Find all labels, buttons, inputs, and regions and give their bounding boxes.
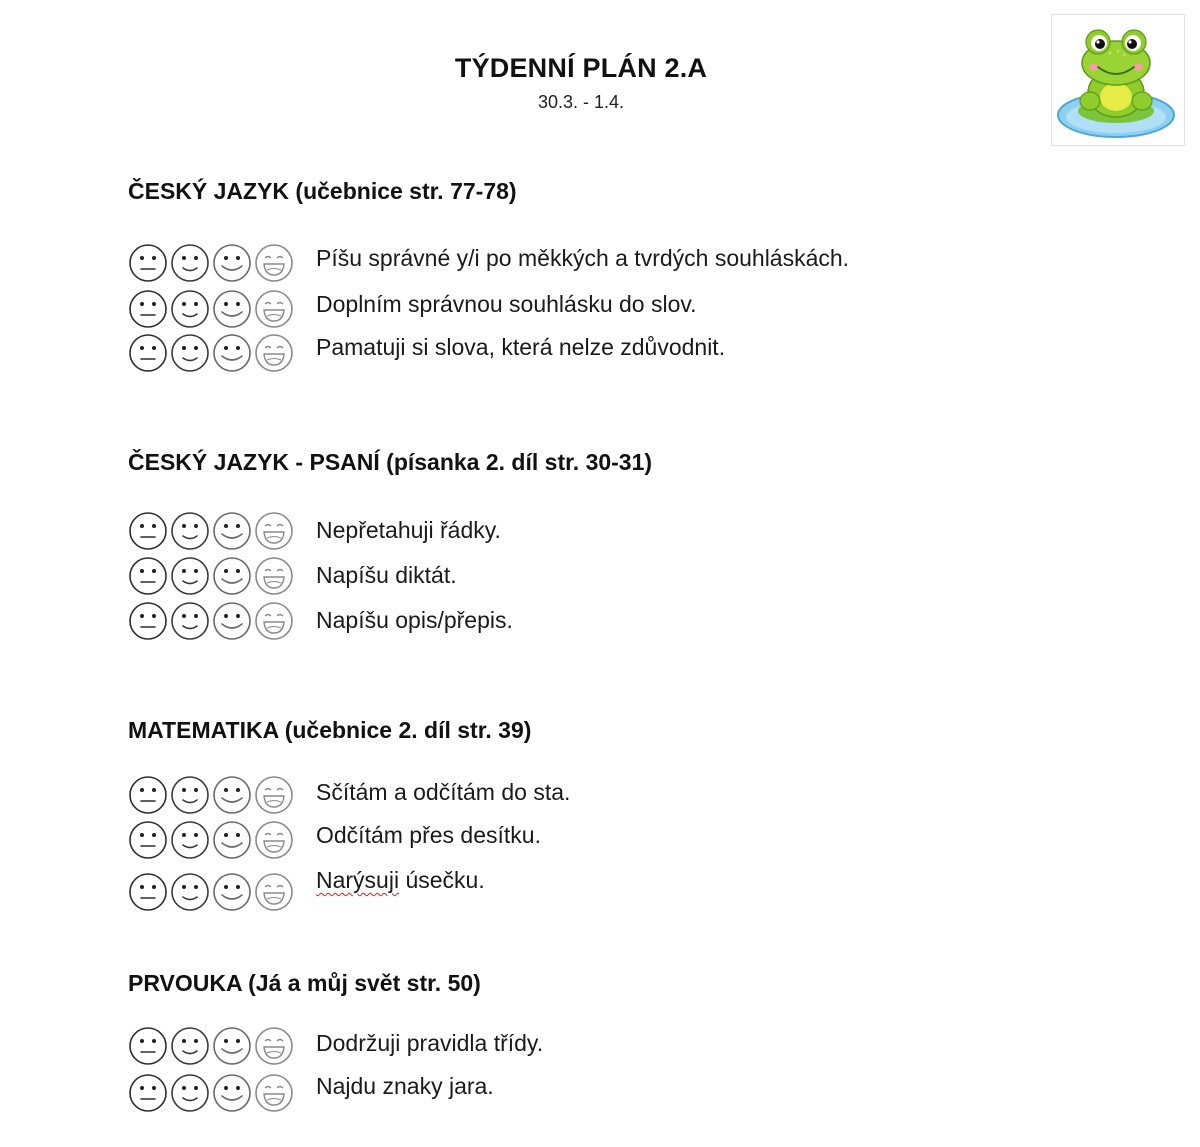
neutral-face-icon — [128, 511, 168, 551]
goal-row — [128, 556, 1028, 602]
rating-faces — [128, 775, 300, 819]
laughing-face-icon — [254, 333, 294, 373]
smile-face-icon — [212, 872, 252, 912]
rating-faces — [128, 556, 300, 600]
frog-logo-image — [1051, 14, 1185, 146]
smile-face-icon — [212, 1026, 252, 1066]
laughing-face-icon — [254, 872, 294, 912]
neutral-face-icon — [128, 775, 168, 815]
goal-text: Sčítám a odčítám do sta. — [316, 779, 571, 805]
neutral-face-icon — [128, 556, 168, 596]
smile-face-icon — [212, 1073, 252, 1113]
section-heading-matematika: MATEMATIKA (učebnice 2. díl str. 39) — [128, 717, 532, 743]
slight-smile-face-icon — [170, 289, 210, 329]
goal-text: Píšu správné y/i po měkkých a tvrdých souhláskách. — [316, 245, 850, 271]
goal-text-rest: úsečku. — [399, 867, 485, 893]
section-heading-prvouka: PRVOUKA (Já a můj svět str. 50) — [128, 970, 481, 996]
date-range: 30.3. - 1.4. — [537, 92, 625, 112]
neutral-face-icon — [128, 601, 168, 641]
rating-faces — [128, 1026, 300, 1070]
goal-row — [128, 243, 1028, 289]
smile-face-icon — [212, 820, 252, 860]
neutral-face-icon — [128, 1073, 168, 1113]
slight-smile-face-icon — [170, 556, 210, 596]
smile-face-icon — [212, 333, 252, 373]
smile-face-icon — [212, 511, 252, 551]
rating-faces — [128, 872, 300, 916]
slight-smile-face-icon — [170, 511, 210, 551]
goal-row — [128, 601, 1028, 647]
rating-faces — [128, 333, 300, 377]
laughing-face-icon — [254, 511, 294, 551]
slight-smile-face-icon — [170, 1026, 210, 1066]
slight-smile-face-icon — [170, 820, 210, 860]
goal-text: Nepřetahuji řádky. — [316, 517, 501, 543]
goal-text: Doplním správnou souhlásku do slov. — [316, 291, 697, 317]
rating-faces — [128, 511, 300, 555]
neutral-face-icon — [128, 243, 168, 283]
laughing-face-icon — [254, 1026, 294, 1066]
smile-face-icon — [212, 556, 252, 596]
goal-text: Napíšu opis/přepis. — [316, 607, 513, 633]
goal-row — [128, 1073, 1028, 1119]
slight-smile-face-icon — [170, 333, 210, 373]
section-heading-psani: ČESKÝ JAZYK - PSANÍ (písanka 2. díl str. 30-31) — [128, 449, 653, 475]
goal-row — [128, 289, 1028, 335]
smile-face-icon — [212, 289, 252, 329]
frog-icon — [1052, 15, 1184, 145]
slight-smile-face-icon — [170, 775, 210, 815]
section-heading-cesky-jazyk: ČESKÝ JAZYK (učebnice str. 77-78) — [128, 178, 517, 204]
neutral-face-icon — [128, 289, 168, 329]
goal-text: Dodržuji pravidla třídy. — [316, 1030, 544, 1056]
goal-row — [128, 511, 1028, 557]
rating-faces — [128, 1073, 300, 1117]
neutral-face-icon — [128, 872, 168, 912]
rating-faces — [128, 243, 300, 287]
laughing-face-icon — [254, 1073, 294, 1113]
neutral-face-icon — [128, 1026, 168, 1066]
rating-faces — [128, 289, 300, 333]
laughing-face-icon — [254, 775, 294, 815]
laughing-face-icon — [254, 289, 294, 329]
goal-text — [316, 867, 485, 894]
goal-row — [128, 820, 1028, 866]
goal-text: Najdu znaky jara. — [316, 1073, 494, 1099]
smile-face-icon — [212, 601, 252, 641]
smile-face-icon — [212, 243, 252, 283]
rating-faces — [128, 820, 300, 864]
laughing-face-icon — [254, 556, 294, 596]
slight-smile-face-icon — [170, 601, 210, 641]
goal-row — [128, 775, 1028, 821]
slight-smile-face-icon — [170, 1073, 210, 1113]
goal-row — [128, 333, 1028, 379]
goal-row — [128, 1026, 1028, 1072]
misspelled-word[interactable]: Narýsuji — [316, 867, 400, 893]
page-title: TÝDENNÍ PLÁN 2.A — [454, 53, 708, 83]
laughing-face-icon — [254, 820, 294, 860]
smile-face-icon — [212, 775, 252, 815]
goal-row — [128, 867, 1028, 918]
slight-smile-face-icon — [170, 243, 210, 283]
laughing-face-icon — [254, 601, 294, 641]
laughing-face-icon — [254, 243, 294, 283]
goal-text: Napíšu diktát. — [316, 562, 457, 588]
rating-faces — [128, 601, 300, 645]
goal-text: Pamatuji si slova, která nelze zdůvodnit. — [316, 334, 726, 360]
neutral-face-icon — [128, 820, 168, 860]
slight-smile-face-icon — [170, 872, 210, 912]
goal-text: Odčítám přes desítku. — [316, 822, 541, 848]
neutral-face-icon — [128, 333, 168, 373]
